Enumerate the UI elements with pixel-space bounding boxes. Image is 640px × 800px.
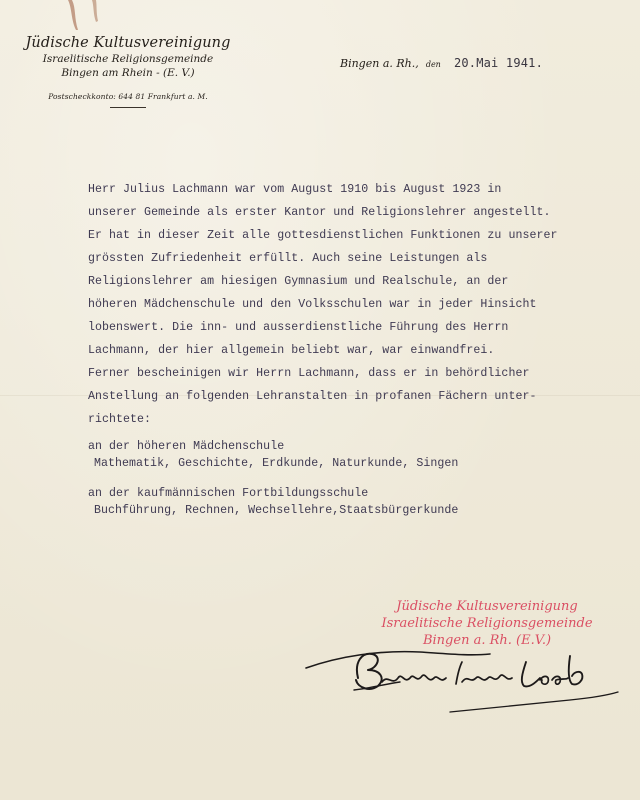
rust-stain-mark xyxy=(62,0,110,34)
letterhead-organization: Jüdische Kultusvereinigung xyxy=(25,35,231,51)
letterhead xyxy=(18,34,238,108)
body-line: grössten Zufriedenheit erfüllt. Auch seine Leistungen als xyxy=(88,252,488,265)
body-line: Anstellung an folgenden Lehranstalten in profanen Fächern unter- xyxy=(88,390,537,403)
handwritten-signature xyxy=(300,626,630,736)
letter-body xyxy=(88,178,640,533)
place: Bingen a. Rh., xyxy=(340,57,419,70)
subject-entry xyxy=(88,439,640,472)
body-line: Ferner bescheinigen wir Herrn Lachmann, dass er in behördlicher xyxy=(88,367,530,380)
letterhead-congregation: Israelitische Religionsgemeinde xyxy=(42,53,214,65)
subject-topics: Mathematik, Geschichte, Erdkunde, Naturkunde, Singen xyxy=(94,456,459,470)
body-line: Er hat in dieser Zeit alle gottesdienstlichen Funktionen zu unserer xyxy=(88,229,558,242)
body-line: höheren Mädchenschule und den Volksschulen war in jeder Hinsicht xyxy=(88,298,537,311)
letterhead-account: Postscheckkonto: 644 81 Frankfurt a. M. xyxy=(48,92,208,101)
body-line: Lachmann, der hier allgemein beliebt war, war einwandfrei. xyxy=(88,344,495,357)
subjects-list xyxy=(88,439,640,519)
letterhead-divider xyxy=(110,107,146,108)
body-line: richtete: xyxy=(88,413,152,426)
body-line: lobenswert. Die inn- und ausserdienstliche Führung des Herrn xyxy=(88,321,509,334)
subject-school: an der höheren Mädchenschule xyxy=(88,440,285,453)
letterhead-location: Bingen am Rhein - (E. V.) xyxy=(61,67,195,79)
body-line: Religionslehrer am hiesigen Gymnasium und Realschule, an der xyxy=(88,275,509,288)
subject-entry xyxy=(88,486,640,519)
letter-date: 20.Mai 1941. xyxy=(453,56,544,70)
stamp-line-organization: Jüdische Kultusvereinigung xyxy=(396,599,578,614)
place-date-line xyxy=(340,52,543,71)
body-line: Herr Julius Lachmann war vom August 1910 bis August 1923 in xyxy=(88,183,502,196)
stamp-line-congregation: Israelitische Religionsgemeinde xyxy=(381,616,593,631)
body-line: unserer Gemeinde als erster Kantor und Religionslehrer angestellt. xyxy=(88,206,551,219)
subject-school: an der kaufmännischen Fortbildungsschule xyxy=(88,487,369,500)
subject-topics: Buchführung, Rechnen, Wechsellehre,Staatsbürgerkunde xyxy=(94,503,459,517)
den-label: den xyxy=(425,60,441,69)
stamp-line-location: Bingen a. Rh. (E.V.) xyxy=(422,633,552,648)
